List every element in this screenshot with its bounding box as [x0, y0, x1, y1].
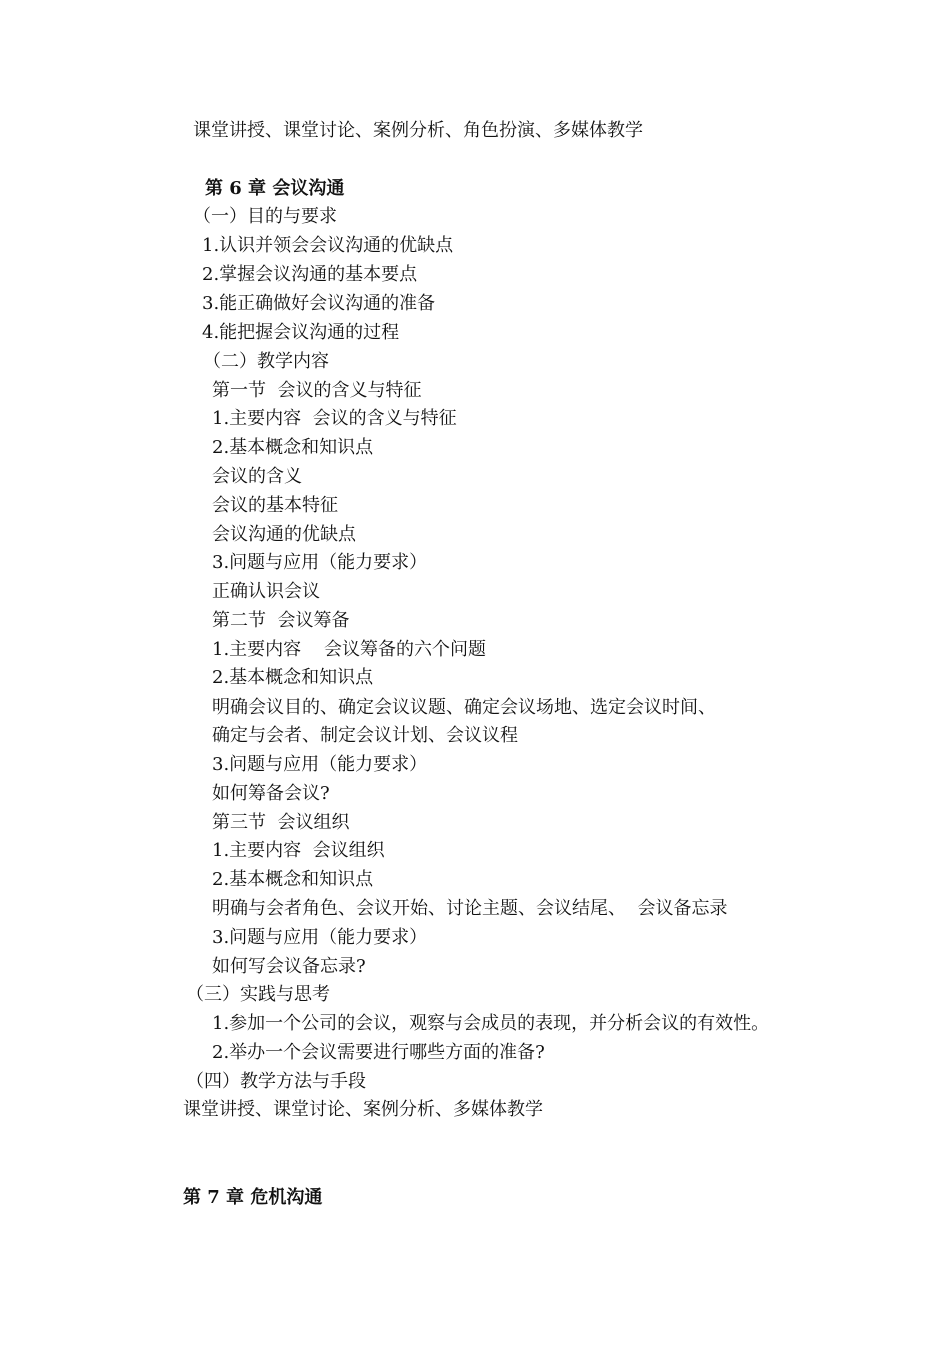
section2-concept-1: 明确会议目的、确定会议议题、确定会议场地、选定会议时间、: [212, 697, 716, 718]
section1-main: 1.主要内容 会议的含义与特征: [212, 408, 457, 429]
section1-apply: 正确认识会议: [212, 581, 320, 602]
section2-concepts-label: 2.基本概念和知识点: [212, 667, 374, 688]
section2-title: 第二节 会议筹备: [212, 610, 350, 631]
section2-apply-label: 3.问题与应用（能力要求）: [212, 754, 428, 775]
goals-heading: （一）目的与要求: [193, 206, 337, 227]
section1-concepts-label: 2.基本概念和知识点: [212, 437, 374, 458]
chapter6-title: 第 6 章 会议沟通: [205, 178, 345, 199]
methods-text: 课堂讲授、课堂讨论、案例分析、多媒体教学: [183, 1099, 543, 1120]
goal-item-2: 2.掌握会议沟通的基本要点: [202, 264, 418, 285]
section1-concept-3: 会议沟通的优缺点: [212, 524, 356, 545]
goal-item-4: 4.能把握会议沟通的过程: [202, 322, 400, 343]
section1-title: 第一节 会议的含义与特征: [212, 380, 422, 401]
intro-methods-text: 课堂讲授、课堂讨论、案例分析、角色扮演、多媒体教学: [193, 120, 643, 141]
methods-heading: （四）教学方法与手段: [186, 1071, 366, 1092]
section1-apply-label: 3.问题与应用（能力要求）: [212, 552, 428, 573]
section3-main: 1.主要内容 会议组织: [212, 840, 385, 861]
goal-item-3: 3.能正确做好会议沟通的准备: [202, 293, 436, 314]
practice-item-1: 1.参加一个公司的会议，观察与会成员的表现，并分析会议的有效性。: [212, 1013, 770, 1034]
section2-main: 1.主要内容 会议筹备的六个问题: [212, 639, 487, 660]
section3-concepts-label: 2.基本概念和知识点: [212, 869, 374, 890]
section2-apply: 如何筹备会议?: [212, 783, 330, 804]
section2-concept-2: 确定与会者、制定会议计划、会议议程: [212, 725, 518, 746]
section1-concept-2: 会议的基本特征: [212, 495, 338, 516]
section1-concept-1: 会议的含义: [212, 466, 302, 487]
content-heading: （二）教学内容: [203, 351, 329, 372]
section3-apply-label: 3.问题与应用（能力要求）: [212, 927, 428, 948]
practice-heading: （三）实践与思考: [186, 984, 330, 1005]
section3-apply: 如何写会议备忘录?: [212, 956, 366, 977]
goal-item-1: 1.认识并领会会议沟通的优缺点: [202, 235, 454, 256]
practice-item-2: 2.举办一个会议需要进行哪些方面的准备?: [212, 1042, 545, 1063]
section3-concept-1: 明确与会者角色、会议开始、讨论主题、会议结尾、 会议备忘录: [212, 898, 728, 919]
chapter7-title: 第 7 章 危机沟通: [183, 1187, 323, 1208]
section3-title: 第三节 会议组织: [212, 812, 350, 833]
